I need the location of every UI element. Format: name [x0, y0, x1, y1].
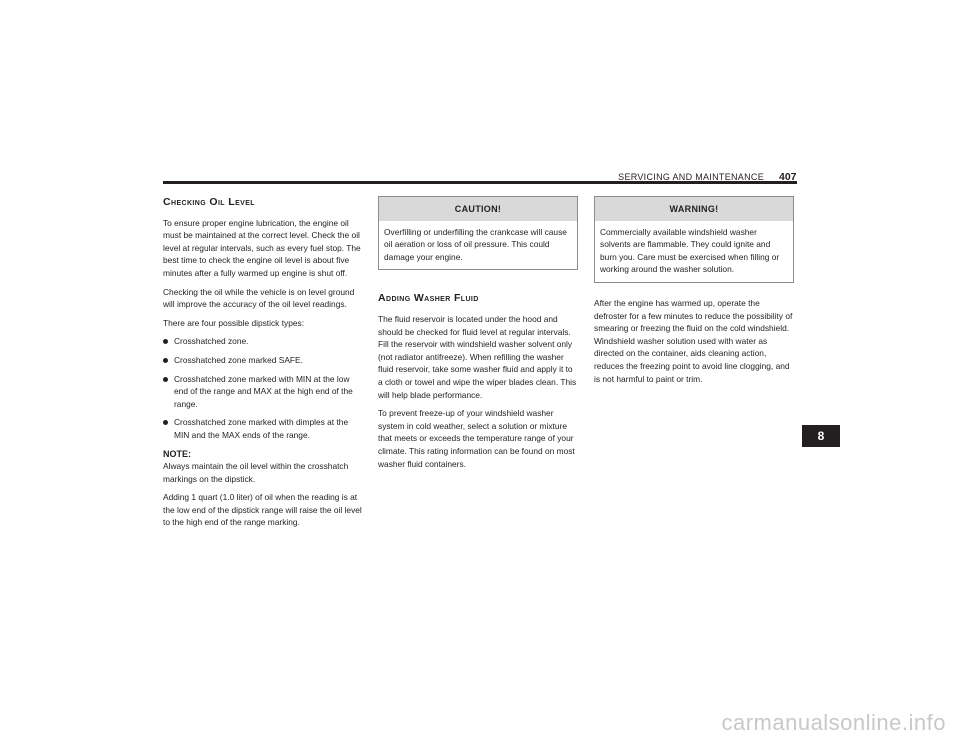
list-item: Crosshatched zone marked with dimples at the MIN and the MAX ends of the range.	[163, 416, 363, 441]
warning-text: Commercially available windshield washer solvents are flammable. They could ignite and burn you. Care must be exercised when filling or working around the washer solution.	[600, 226, 780, 275]
caution-title: CAUTION!	[379, 197, 577, 221]
paragraph: The fluid reservoir is located under the hood and should be checked for fluid level at regular intervals. Fill the reservoir with windshield washer solvent only (not radiator antifreeze). When refilling the washer fluid reservoir, take some washer fluid and apply it to a cloth or towel and wipe the wiper blades clean. This will help blade performance.	[378, 313, 577, 400]
paragraph: To prevent freeze-up of your windshield washer system in cold weather, select a solution or mixture that meets or exceeds the temperature range of your climate. This rating information can be found on most washer fluid containers.	[378, 408, 575, 469]
bullet-icon	[163, 358, 168, 363]
caution-text: Overfilling or underfilling the crankcase will cause oil aeration or loss of oil pressure. This could damage your engine.	[384, 226, 567, 262]
column-middle	[378, 196, 578, 476]
warning-box	[594, 196, 794, 283]
caution-body	[379, 221, 577, 270]
list-item: Crosshatched zone.	[163, 335, 363, 348]
caution-box	[378, 196, 578, 270]
section-title-adding-washer-fluid: Adding Washer Fluid	[378, 292, 479, 305]
list-item: Crosshatched zone marked SAFE.	[163, 354, 363, 367]
paragraph: To ensure proper engine lubrication, the engine oil must be maintained at the correct level. Check the oil level at regular intervals, such as every fuel stop. The best time to check the engine oil level is about five minutes after a fully warmed up engine is shut off.	[163, 217, 361, 278]
bullet-icon	[163, 377, 168, 382]
bullet-icon	[163, 420, 168, 425]
header-section-title: SERVICING AND MAINTENANCE	[618, 172, 764, 182]
warning-body	[595, 221, 793, 282]
bullet-icon	[163, 339, 168, 344]
column-left	[163, 196, 363, 535]
paragraph: There are four possible dipstick types:	[163, 317, 305, 328]
warning-title: WARNING!	[595, 197, 793, 221]
note-paragraph: Always maintain the oil level within the crosshatch markings on the dipstick.	[163, 461, 349, 484]
dipstick-types-list	[163, 335, 363, 441]
note-paragraph: Adding 1 quart (1.0 liter) of oil when the reading is at the low end of the dipstick range will raise the oil level to the high end of the range marking.	[163, 492, 362, 528]
note-label: NOTE:	[163, 448, 191, 459]
chapter-tab: 8	[802, 425, 840, 447]
page-number: 407	[779, 171, 797, 183]
paragraph: After the engine has warmed up, operate the defroster for a few minutes to reduce the possibility of smearing or freezing the fluid on the cold windshield. Windshield washer solution used with water as directed on the container, aids cleaning action, reduces the freezing point to avoid line clogging, and is not harmful to paint or trim.	[594, 297, 793, 384]
list-item: Crosshatched zone marked with MIN at the low end of the range and MAX at the high end of the range.	[163, 373, 363, 411]
section-title-checking-oil-level: Checking Oil Level	[163, 196, 255, 208]
watermark: carmanualsonline.info	[721, 710, 946, 735]
paragraph: Checking the oil while the vehicle is on level ground will improve the accuracy of the oil level readings.	[163, 286, 355, 310]
column-right	[594, 196, 794, 391]
